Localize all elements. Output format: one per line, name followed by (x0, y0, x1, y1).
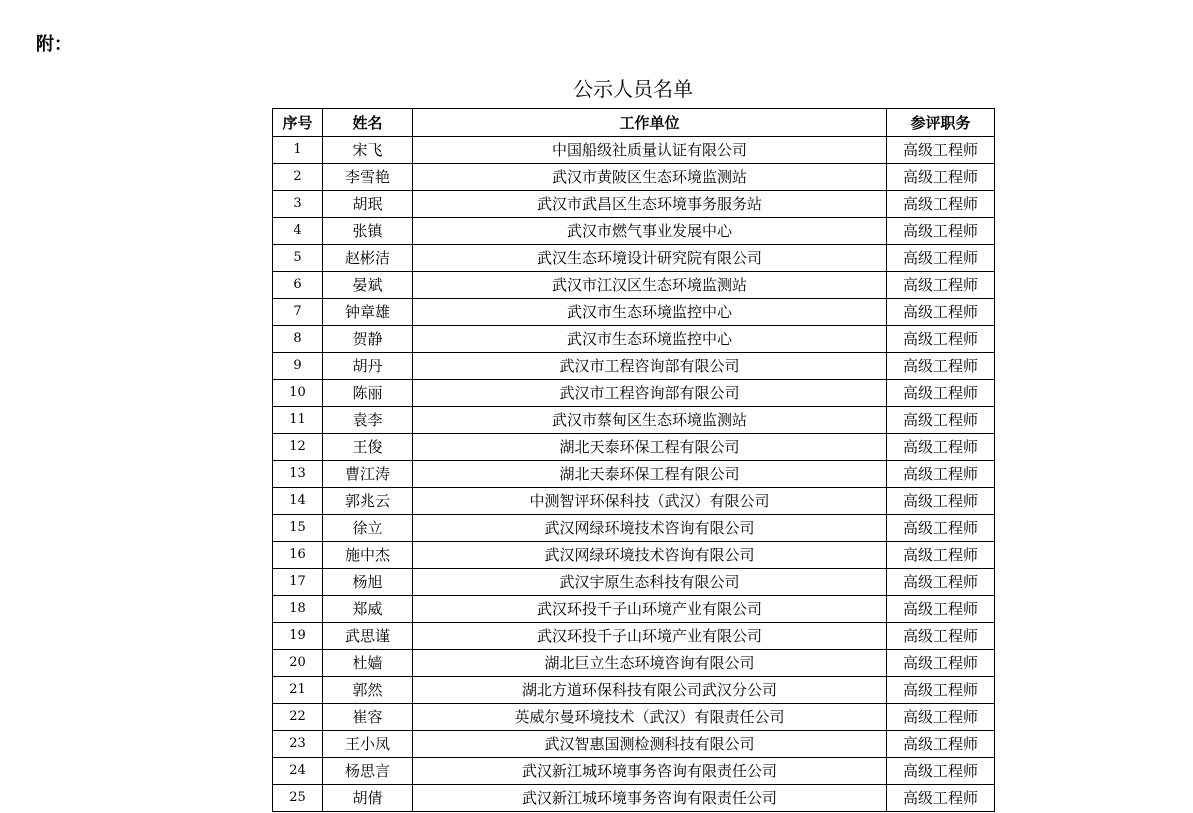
cell-position: 高级工程师 (887, 461, 995, 488)
column-header-position: 参评职务 (887, 109, 995, 137)
attachment-label: 附： (36, 34, 72, 55)
cell-unit: 湖北巨立生态环境咨询有限公司 (413, 650, 887, 677)
cell-name: 贺静 (323, 326, 413, 353)
cell-unit: 武汉市武昌区生态环境事务服务站 (413, 191, 887, 218)
cell-no: 3 (273, 191, 323, 218)
cell-no: 11 (273, 407, 323, 434)
cell-name: 徐立 (323, 515, 413, 542)
cell-name: 杨思言 (323, 758, 413, 785)
cell-unit: 武汉市生态环境监控中心 (413, 326, 887, 353)
cell-name: 陈丽 (323, 380, 413, 407)
cell-unit: 武汉市蔡甸区生态环境监测站 (413, 407, 887, 434)
cell-name: 杨旭 (323, 569, 413, 596)
cell-position: 高级工程师 (887, 515, 995, 542)
cell-unit: 武汉市工程咨询部有限公司 (413, 380, 887, 407)
table-row (273, 515, 995, 542)
roster-table-header (273, 109, 995, 137)
cell-unit: 武汉宇原生态科技有限公司 (413, 569, 887, 596)
cell-name: 郭兆云 (323, 488, 413, 515)
header-row (273, 109, 995, 137)
cell-position: 高级工程师 (887, 704, 995, 731)
cell-unit: 武汉环投千子山环境产业有限公司 (413, 596, 887, 623)
cell-position: 高级工程师 (887, 407, 995, 434)
column-header-no: 序号 (273, 109, 323, 137)
table-row (273, 434, 995, 461)
cell-unit: 武汉市燃气事业发展中心 (413, 218, 887, 245)
cell-name: 李雪艳 (323, 164, 413, 191)
cell-no: 8 (273, 326, 323, 353)
cell-name: 王小凤 (323, 731, 413, 758)
cell-name: 胡倩 (323, 785, 413, 812)
cell-position: 高级工程师 (887, 137, 995, 164)
cell-unit: 武汉市黄陂区生态环境监测站 (413, 164, 887, 191)
cell-no: 21 (273, 677, 323, 704)
table-row (273, 542, 995, 569)
cell-no: 24 (273, 758, 323, 785)
cell-unit: 武汉智惠国测检测科技有限公司 (413, 731, 887, 758)
cell-name: 施中杰 (323, 542, 413, 569)
cell-name: 杜嫱 (323, 650, 413, 677)
table-row (273, 245, 995, 272)
cell-position: 高级工程师 (887, 785, 995, 812)
cell-unit: 湖北方道环保科技有限公司武汉分公司 (413, 677, 887, 704)
cell-position: 高级工程师 (887, 569, 995, 596)
cell-position: 高级工程师 (887, 434, 995, 461)
cell-position: 高级工程师 (887, 596, 995, 623)
cell-no: 25 (273, 785, 323, 812)
cell-no: 10 (273, 380, 323, 407)
cell-no: 19 (273, 623, 323, 650)
cell-name: 胡珉 (323, 191, 413, 218)
cell-name: 宋飞 (323, 137, 413, 164)
cell-unit: 湖北天泰环保工程有限公司 (413, 434, 887, 461)
table-row (273, 353, 995, 380)
table-row (273, 785, 995, 812)
cell-unit: 中测智评环保科技（武汉）有限公司 (413, 488, 887, 515)
table-row (273, 704, 995, 731)
cell-unit: 武汉新江城环境事务咨询有限责任公司 (413, 758, 887, 785)
cell-unit: 武汉市江汉区生态环境监测站 (413, 272, 887, 299)
table-row (273, 218, 995, 245)
cell-no: 12 (273, 434, 323, 461)
cell-unit: 湖北天泰环保工程有限公司 (413, 461, 887, 488)
cell-position: 高级工程师 (887, 488, 995, 515)
cell-position: 高级工程师 (887, 542, 995, 569)
table-row (273, 461, 995, 488)
page-title: 公示人员名单 (573, 77, 693, 101)
cell-no: 6 (273, 272, 323, 299)
roster-table (272, 108, 995, 812)
table-row (273, 758, 995, 785)
table-row (273, 731, 995, 758)
cell-no: 2 (273, 164, 323, 191)
cell-name: 胡丹 (323, 353, 413, 380)
cell-position: 高级工程师 (887, 218, 995, 245)
cell-name: 袁李 (323, 407, 413, 434)
cell-position: 高级工程师 (887, 164, 995, 191)
cell-unit: 中国船级社质量认证有限公司 (413, 137, 887, 164)
cell-no: 23 (273, 731, 323, 758)
cell-no: 5 (273, 245, 323, 272)
table-row (273, 488, 995, 515)
column-header-name: 姓名 (323, 109, 413, 137)
table-row (273, 677, 995, 704)
cell-name: 赵彬洁 (323, 245, 413, 272)
table-row (273, 596, 995, 623)
table-row (273, 164, 995, 191)
cell-position: 高级工程师 (887, 272, 995, 299)
cell-position: 高级工程师 (887, 245, 995, 272)
table-row (273, 569, 995, 596)
cell-name: 张镇 (323, 218, 413, 245)
cell-no: 15 (273, 515, 323, 542)
cell-no: 22 (273, 704, 323, 731)
table-row (273, 191, 995, 218)
cell-unit: 武汉生态环境设计研究院有限公司 (413, 245, 887, 272)
cell-position: 高级工程师 (887, 623, 995, 650)
roster-table-body (273, 137, 995, 812)
cell-position: 高级工程师 (887, 326, 995, 353)
cell-unit: 武汉环投千子山环境产业有限公司 (413, 623, 887, 650)
cell-position: 高级工程师 (887, 731, 995, 758)
table-row (273, 272, 995, 299)
cell-no: 4 (273, 218, 323, 245)
cell-unit: 武汉市工程咨询部有限公司 (413, 353, 887, 380)
table-row (273, 650, 995, 677)
cell-no: 16 (273, 542, 323, 569)
cell-no: 9 (273, 353, 323, 380)
cell-position: 高级工程师 (887, 353, 995, 380)
table-row (273, 326, 995, 353)
cell-no: 17 (273, 569, 323, 596)
cell-no: 20 (273, 650, 323, 677)
cell-unit: 武汉网绿环境技术咨询有限公司 (413, 515, 887, 542)
cell-no: 14 (273, 488, 323, 515)
cell-name: 崔容 (323, 704, 413, 731)
cell-unit: 英威尔曼环境技术（武汉）有限责任公司 (413, 704, 887, 731)
cell-unit: 武汉市生态环境监控中心 (413, 299, 887, 326)
cell-position: 高级工程师 (887, 380, 995, 407)
table-row (273, 623, 995, 650)
cell-unit: 武汉新江城环境事务咨询有限责任公司 (413, 785, 887, 812)
cell-no: 13 (273, 461, 323, 488)
table-row (273, 299, 995, 326)
cell-position: 高级工程师 (887, 650, 995, 677)
cell-position: 高级工程师 (887, 299, 995, 326)
cell-name: 曹江涛 (323, 461, 413, 488)
cell-name: 武思谨 (323, 623, 413, 650)
cell-position: 高级工程师 (887, 191, 995, 218)
cell-unit: 武汉网绿环境技术咨询有限公司 (413, 542, 887, 569)
cell-name: 钟章雄 (323, 299, 413, 326)
table-row (273, 380, 995, 407)
cell-position: 高级工程师 (887, 758, 995, 785)
cell-position: 高级工程师 (887, 677, 995, 704)
table-row (273, 407, 995, 434)
column-header-unit: 工作单位 (413, 109, 887, 137)
table-row (273, 137, 995, 164)
cell-name: 郭然 (323, 677, 413, 704)
cell-name: 王俊 (323, 434, 413, 461)
cell-no: 18 (273, 596, 323, 623)
cell-name: 晏斌 (323, 272, 413, 299)
cell-name: 郑威 (323, 596, 413, 623)
cell-no: 7 (273, 299, 323, 326)
cell-no: 1 (273, 137, 323, 164)
